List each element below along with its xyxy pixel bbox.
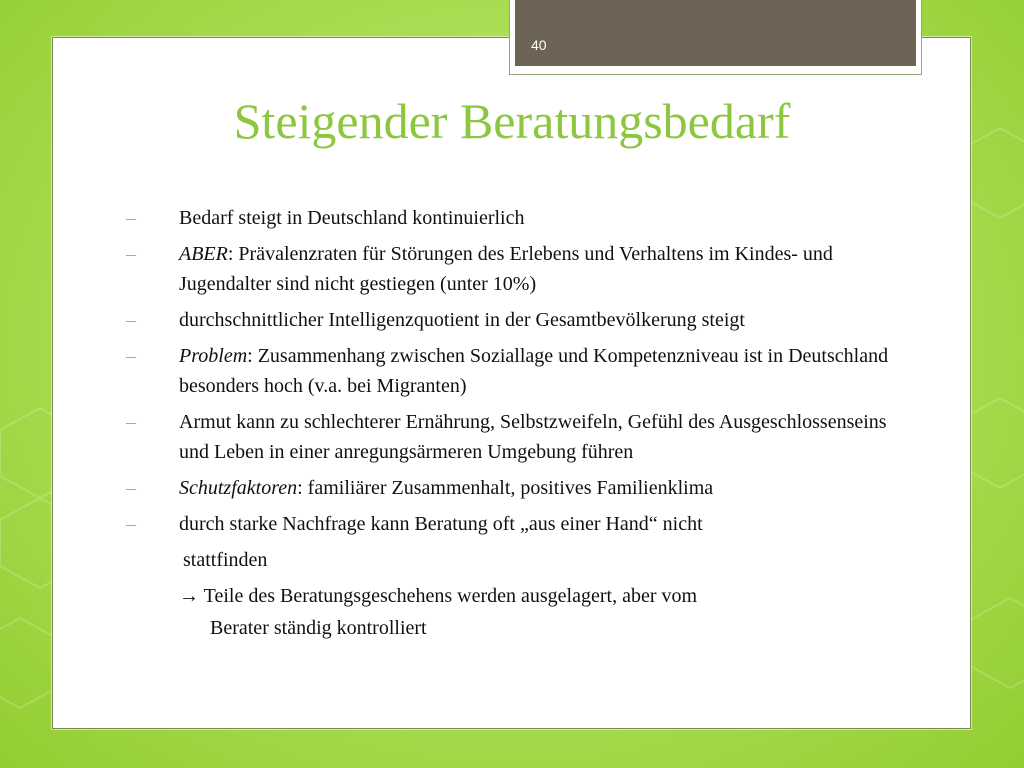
bullet-dash: – bbox=[126, 477, 136, 499]
bullet-dash: – bbox=[126, 513, 136, 535]
slide-title: Steigender Beratungsbedarf bbox=[233, 93, 791, 149]
slide-number: 40 bbox=[531, 37, 547, 53]
bullet-item bbox=[126, 305, 916, 335]
bullet-item bbox=[126, 341, 916, 401]
bullet-dash: – bbox=[126, 345, 136, 367]
bullet-emphasis: Schutzfaktoren bbox=[179, 477, 298, 499]
bullet-dash: – bbox=[126, 207, 136, 229]
bullet-text: durchschnittlicher Intelligenzquotient in der Gesamtbevölkerung steigt bbox=[179, 309, 745, 331]
bullet-dash: – bbox=[126, 411, 136, 433]
slide-number-box bbox=[515, 0, 916, 66]
bullet-text: : familiärer Zusammenhalt, positives Familienklima bbox=[297, 477, 714, 499]
bullet-emphasis: Problem bbox=[179, 345, 248, 367]
bullet-text: : Zusammenhang zwischen Soziallage und Kompetenzniveau ist in Deutschland besonders hoch (v.a. bei Migranten) bbox=[179, 345, 889, 397]
bullet-item bbox=[126, 407, 916, 467]
continuation-text: stattfinden bbox=[183, 549, 268, 571]
bullet-text: Bedarf steigt in Deutschland kontinuierlich bbox=[179, 207, 525, 229]
bullet-dash: – bbox=[126, 309, 136, 331]
bullet-text: : Prävalenzraten für Störungen des Erlebens und Verhaltens im Kindes- und Jugendalter sind nicht gestiegen (unter 10%) bbox=[179, 243, 833, 295]
bullet-item bbox=[126, 239, 916, 299]
bullet-list bbox=[126, 203, 916, 643]
bullet-emphasis: ABER bbox=[179, 243, 228, 265]
bullet-item bbox=[126, 203, 916, 233]
bullet-text: durch starke Nachfrage kann Beratung oft „aus einer Hand“ nicht bbox=[179, 513, 703, 535]
bullet-item bbox=[126, 473, 916, 503]
bullet-text: Armut kann zu schlechterer Ernährung, Selbstzweifeln, Gefühl des Ausgeschlossenseins und Leben in einer anregungsärmeren Umgebung führen bbox=[179, 411, 887, 463]
arrow-line: → Teile des Beratungsgeschehens werden ausgelagert, aber vom bbox=[179, 585, 698, 607]
bullet-item bbox=[126, 509, 916, 539]
bullet-dash: – bbox=[126, 243, 136, 265]
arrow-line-continuation: Berater ständig kontrolliert bbox=[210, 617, 427, 639]
